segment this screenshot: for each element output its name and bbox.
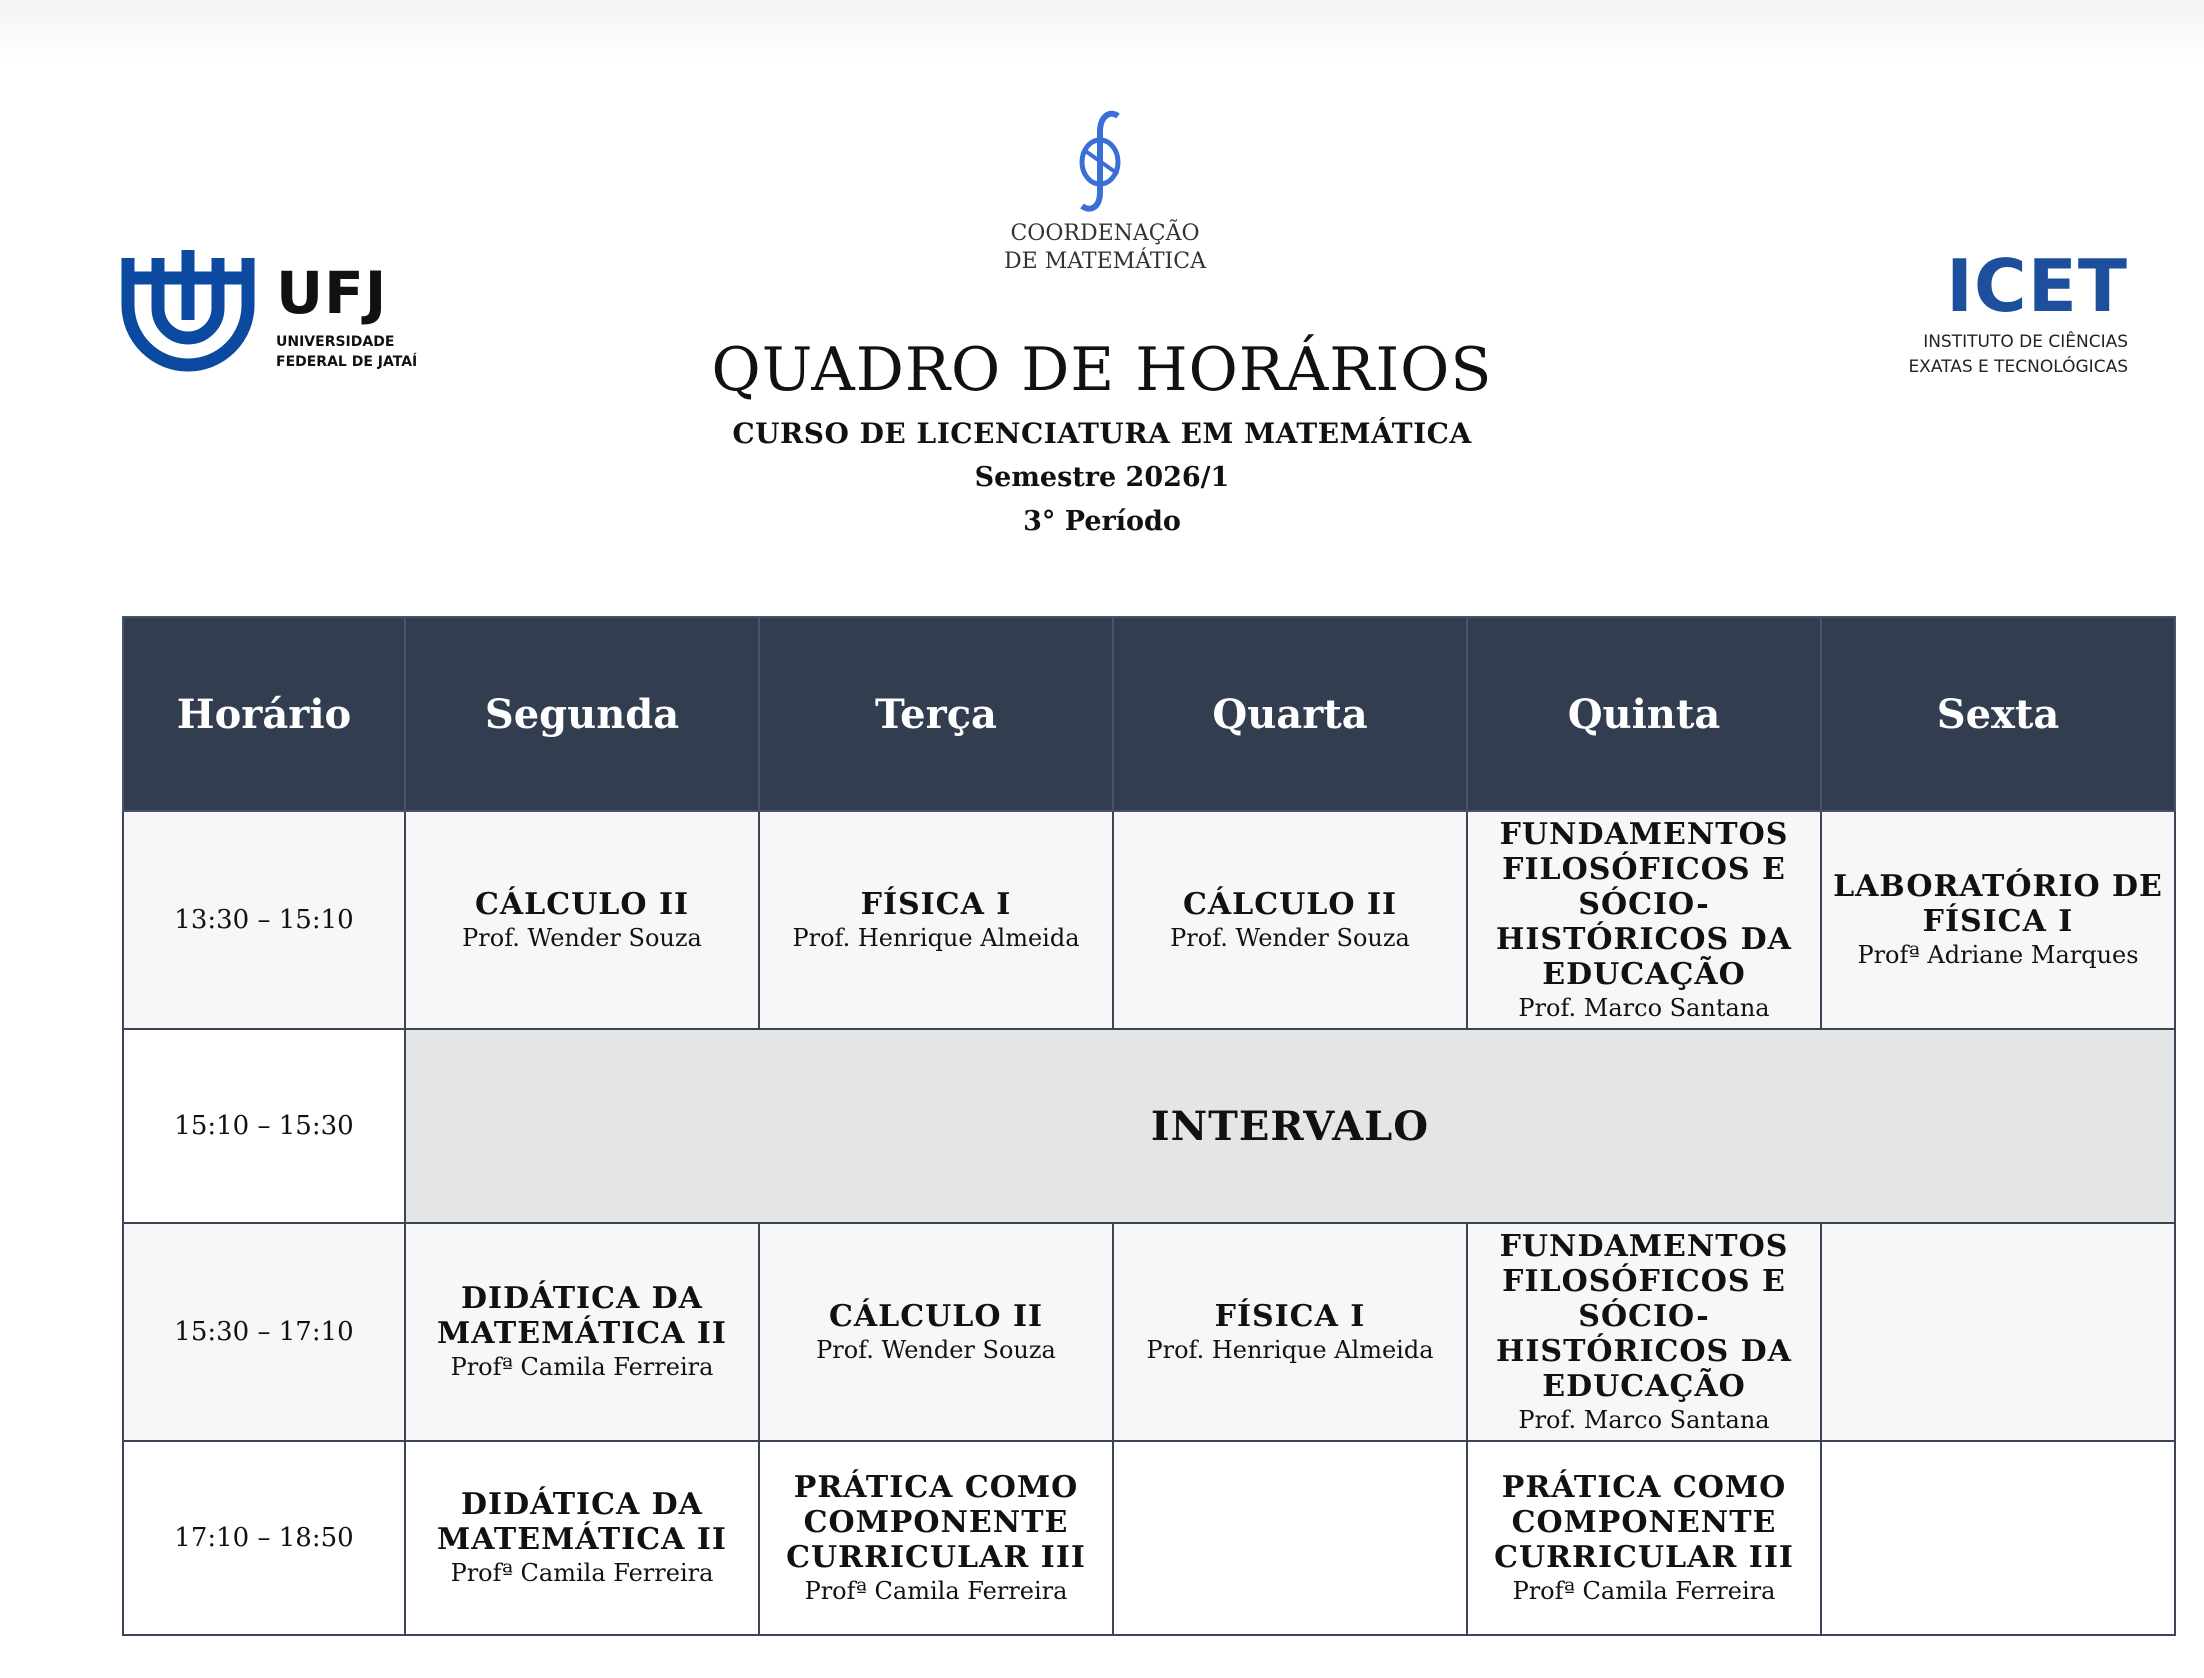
professor-name: Profª Camila Ferreira: [1512, 1576, 1776, 1605]
ufj-logo-line1: UNIVERSIDADE: [276, 334, 395, 350]
professor-name: Prof. Henrique Almeida: [1146, 1335, 1434, 1364]
course-name: FÍSICA I: [860, 886, 1012, 922]
course-name: FUNDAMENTOS FILOSÓFICOS E SÓCIO-HISTÓRICOS DA EDUCAÇÃO: [1496, 816, 1792, 992]
page-title: QUADRO DE HORÁRIOS: [711, 335, 1493, 405]
schedule-table: [122, 616, 2176, 1636]
class-cell: [759, 1223, 1113, 1441]
icet-logo-name: ICET: [1946, 244, 2128, 328]
professor-name: Prof. Marco Santana: [1518, 993, 1770, 1022]
table-row: [123, 811, 2175, 1029]
time-slot: 17:10 – 18:50: [123, 1441, 405, 1635]
course-name: DIDÁTICA DA MATEMÁTICA II: [437, 1281, 727, 1351]
ufj-logo: [118, 250, 418, 380]
coordenacao-line1: COORDENAÇÃO: [1010, 221, 1200, 246]
professor-name: Profª Camila Ferreira: [450, 1353, 714, 1381]
table-row: [123, 1441, 2175, 1635]
ufj-logo-subtitle: [276, 332, 417, 372]
column-header-quarta: Quarta: [1113, 617, 1467, 811]
class-cell: [405, 1441, 759, 1635]
ufj-emblem-icon: [118, 250, 258, 378]
column-header-horario: Horário: [123, 617, 405, 811]
coordenacao-text: [980, 220, 1230, 276]
class-cell: [1821, 1223, 2175, 1441]
ufj-logo-line2: FEDERAL DE JATAÍ: [276, 354, 418, 370]
professor-name: Prof. Wender Souza: [462, 923, 702, 952]
icet-logo-subtitle: [1908, 330, 2128, 380]
class-cell: [759, 811, 1113, 1029]
professor-name: Prof. Wender Souza: [1170, 923, 1410, 952]
column-header-sexta: Sexta: [1821, 617, 2175, 811]
top-shadow: [0, 0, 2204, 60]
class-cell: [1467, 1223, 1821, 1441]
course-name: FÍSICA I: [1214, 1298, 1366, 1334]
course-name: DIDÁTICA DA MATEMÁTICA II: [437, 1487, 727, 1557]
class-cell: [1113, 811, 1467, 1029]
column-header-quinta: Quinta: [1467, 617, 1821, 811]
course-name: FUNDAMENTOS FILOSÓFICOS E SÓCIO-HISTÓRICOS DA EDUCAÇÃO: [1496, 1228, 1792, 1404]
course-subtitle: CURSO DE LICENCIATURA EM MATEMÁTICA: [732, 417, 1472, 450]
professor-name: Profª Adriane Marques: [1857, 941, 2139, 969]
course-name: CÁLCULO II: [474, 886, 690, 922]
class-cell: [1113, 1441, 1467, 1635]
coordenacao-line2: DE MATEMÁTICA: [1004, 249, 1206, 274]
period-label: 3° Período: [1023, 506, 1181, 537]
class-cell: [759, 1441, 1113, 1635]
class-cell: [405, 1223, 759, 1441]
class-cell: [1467, 1441, 1821, 1635]
icet-logo-line2: EXATAS E TECNOLÓGICAS: [1908, 357, 2128, 377]
table-row: [123, 1223, 2175, 1441]
class-cell: [1821, 1441, 2175, 1635]
professor-name: Prof. Henrique Almeida: [792, 923, 1080, 952]
course-name: PRÁTICA COMO COMPONENTE CURRICULAR III: [786, 1469, 1086, 1575]
break-cell: INTERVALO: [405, 1029, 2175, 1223]
table-row: [123, 1029, 2175, 1223]
table-header-row: [123, 617, 2175, 811]
course-name: PRÁTICA COMO COMPONENTE CURRICULAR III: [1494, 1469, 1794, 1575]
professor-name: Profª Camila Ferreira: [450, 1559, 714, 1587]
time-slot: 13:30 – 15:10: [123, 811, 405, 1029]
class-cell: [1821, 811, 2175, 1029]
course-name: LABORATÓRIO DE FÍSICA I: [1833, 869, 2163, 939]
semester-label: Semestre 2026/1: [974, 462, 1230, 493]
column-header-terca: Terça: [759, 617, 1113, 811]
course-name: CÁLCULO II: [828, 1298, 1044, 1334]
class-cell: [1467, 811, 1821, 1029]
time-slot: 15:30 – 17:10: [123, 1223, 405, 1441]
icet-logo-line1: INSTITUTO DE CIÊNCIAS: [1923, 332, 2128, 352]
professor-name: Profª Camila Ferreira: [804, 1576, 1068, 1605]
course-name: CÁLCULO II: [1182, 886, 1398, 922]
class-cell: [1113, 1223, 1467, 1441]
column-header-segunda: Segunda: [405, 617, 759, 811]
time-slot: 15:10 – 15:30: [123, 1029, 405, 1223]
class-cell: [405, 811, 759, 1029]
integral-symbol-icon: [1070, 110, 1140, 214]
icet-logo: [1878, 244, 2128, 380]
coordenacao-logo: [980, 110, 1230, 280]
ufj-logo-name: UFJ: [276, 259, 388, 327]
professor-name: Prof. Wender Souza: [816, 1335, 1056, 1364]
professor-name: Prof. Marco Santana: [1518, 1405, 1770, 1434]
